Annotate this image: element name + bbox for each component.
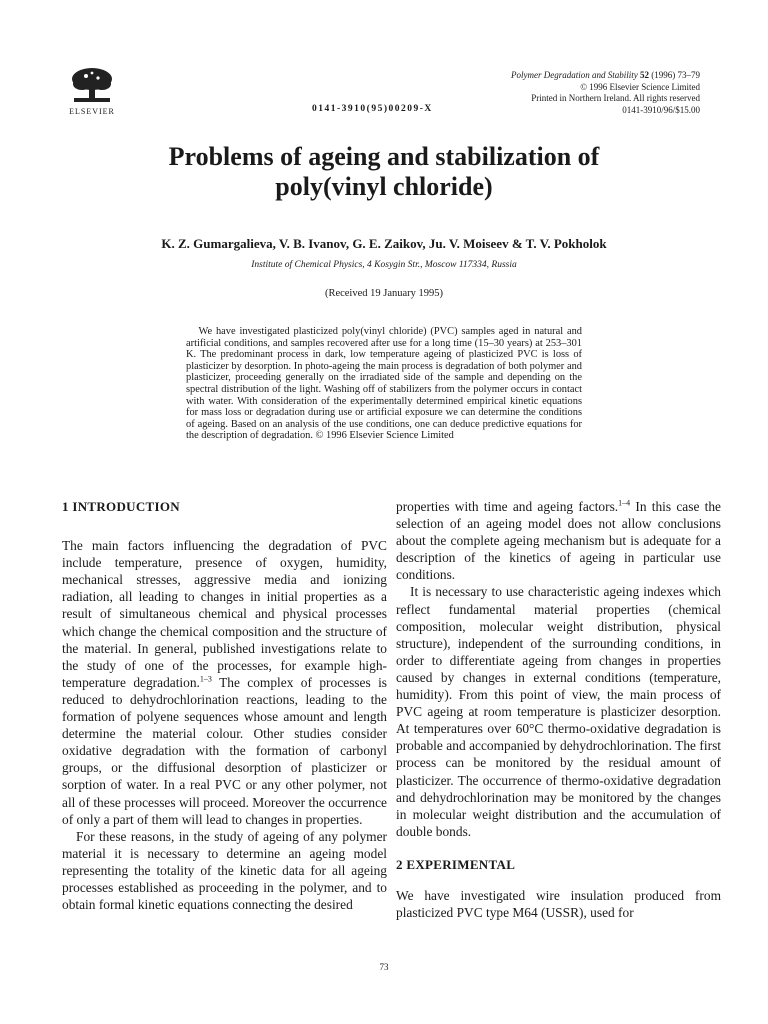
title-line-1: Problems of ageing and stabilization of bbox=[168, 142, 600, 171]
intro-paragraph-2: For these reasons, in the study of ageing of any polymer material it is necessary to determine an ageing model representing the totality of the kinetic data for all ageing processes established as proceeding in the polymer, and to obtain formal kinetic equations connecting the desired bbox=[62, 828, 387, 913]
section-heading-introduction: 1 INTRODUCTION bbox=[62, 499, 180, 514]
journal-volume: 52 bbox=[640, 70, 649, 80]
affiliation: Institute of Chemical Physics, 4 Kosygin Str., Moscow 117334, Russia bbox=[251, 260, 517, 270]
received-date: (Received 19 January 1995) bbox=[324, 288, 444, 299]
right-p1-text-a: properties with time and ageing factors. bbox=[396, 499, 619, 514]
citation-ref: 1–3 bbox=[199, 674, 212, 684]
left-column bbox=[62, 498, 387, 913]
citation-ref: 1–4 bbox=[618, 498, 631, 508]
abstract: We have investigated plasticized poly(vinyl chloride) (PVC) samples aged in natural and artificial conditions, and samples recovered after use for a long time (15–30 years) at 253–301 K. The predominant process in dark, low temperature ageing of plasticized PVC is loss of plasticizer by desorption. In photo-ageing the main process is degradation of both polymer and plasticizer, proceeding generally on the irradiated side of the sample and depending on the spectral distribution of the light. Washing off of stabilizers from the polymer occurs in contact with water. With consideration of the experimentally determined empirical kinetic equations for mass loss or degradation during use or artificial exposure we can determine the conditions of ageing. Based on an analysis of the use conditions, one can deduce predictive equations for the description of degradation. © 1996 Elsevier Science Limited bbox=[186, 326, 582, 442]
intro-paragraph-1 bbox=[62, 537, 387, 828]
citation-issn: 0141-3910/96/$15.00 bbox=[622, 104, 700, 115]
journal-citation bbox=[511, 70, 700, 116]
publisher-name: ELSEVIER bbox=[69, 107, 115, 116]
elsevier-tree-icon bbox=[68, 66, 116, 106]
journal-name: Polymer Degradation and Stability bbox=[511, 70, 638, 80]
publisher-logo bbox=[64, 66, 120, 116]
intro-p1-text-b: The complex of processes is reduced to dehydrochlorination reactions, leading to the formation of polyene sequences whose amount and length determine the material colour. Other studies consider oxidative degradation with the formation of carbonyl groups, or the diffusional desorption of plasticizer or sorption of water. In a real PVC or any other polymer, not all of these processes will proceed. Moreover the occurrence of only a part of them will lead to changes in properties. bbox=[62, 674, 388, 827]
right-column bbox=[396, 498, 721, 921]
citation-copyright: © 1996 Elsevier Science Limited bbox=[580, 81, 700, 92]
right-paragraph-2: It is necessary to use characteristic ageing indexes which reflect fundamental material properties (chemical composition, molecular weight distribution, physical structure), independent of the surrounding conditions, in order to differentiate ageing from changes in properties caused by changes in external conditions (temperature, humidity). From this point of view, the main process of PVC ageing at room temperature is plasticizer desorption. At temperatures over 60°C thermo-oxidative degradation is probable and accompanied by dehydrochlorination. The first process can be monitored by the residual amount of plasticizer. The occurrence of thermo-oxidative degradation and dehydrochlorination may be monitored by the changes in molecular weight distribution and the accumulation of double bonds. bbox=[396, 584, 721, 839]
intro-p1-text-a: The main factors influencing the degradation of PVC include temperature, presence of oxygen, humidity, mechanical stresses, aggressive media and ionizing radiation, all leading to changes in initial properties as a result of simultaneous chemical and physical processes which change the chemical composition and the structure of the material. In general, published investigations relate to the study of one of the processes, for example high-temperature degradation. bbox=[62, 538, 387, 690]
journal-year-pages: (1996) 73–79 bbox=[651, 70, 700, 80]
page-number: 73 bbox=[379, 962, 389, 972]
title-line-2: poly(vinyl chloride) bbox=[275, 172, 493, 201]
right-p1-text-b: In this case the selection of an ageing model does not allow conclusions about the complete ageing mechanism but is adequate for a description of the kinetics of ageing in particular use conditions. bbox=[396, 499, 721, 583]
right-paragraph-1 bbox=[396, 498, 721, 583]
paper-title bbox=[60, 142, 708, 202]
citation-line-journal bbox=[511, 70, 700, 82]
citation-printed: Printed in Northern Ireland. All rights reserved bbox=[531, 93, 700, 103]
experimental-paragraph-1: We have investigated wire insulation produced from plasticized PVC type M64 (USSR), used for bbox=[396, 887, 721, 921]
doi: 0141-3910(95)00209-X bbox=[312, 104, 433, 114]
section-heading-experimental: 2 EXPERIMENTAL bbox=[396, 856, 516, 872]
author-list: K. Z. Gumargalieva, V. B. Ivanov, G. E. Zaikov, Ju. V. Moiseev & T. V. Pokholok bbox=[161, 236, 607, 251]
